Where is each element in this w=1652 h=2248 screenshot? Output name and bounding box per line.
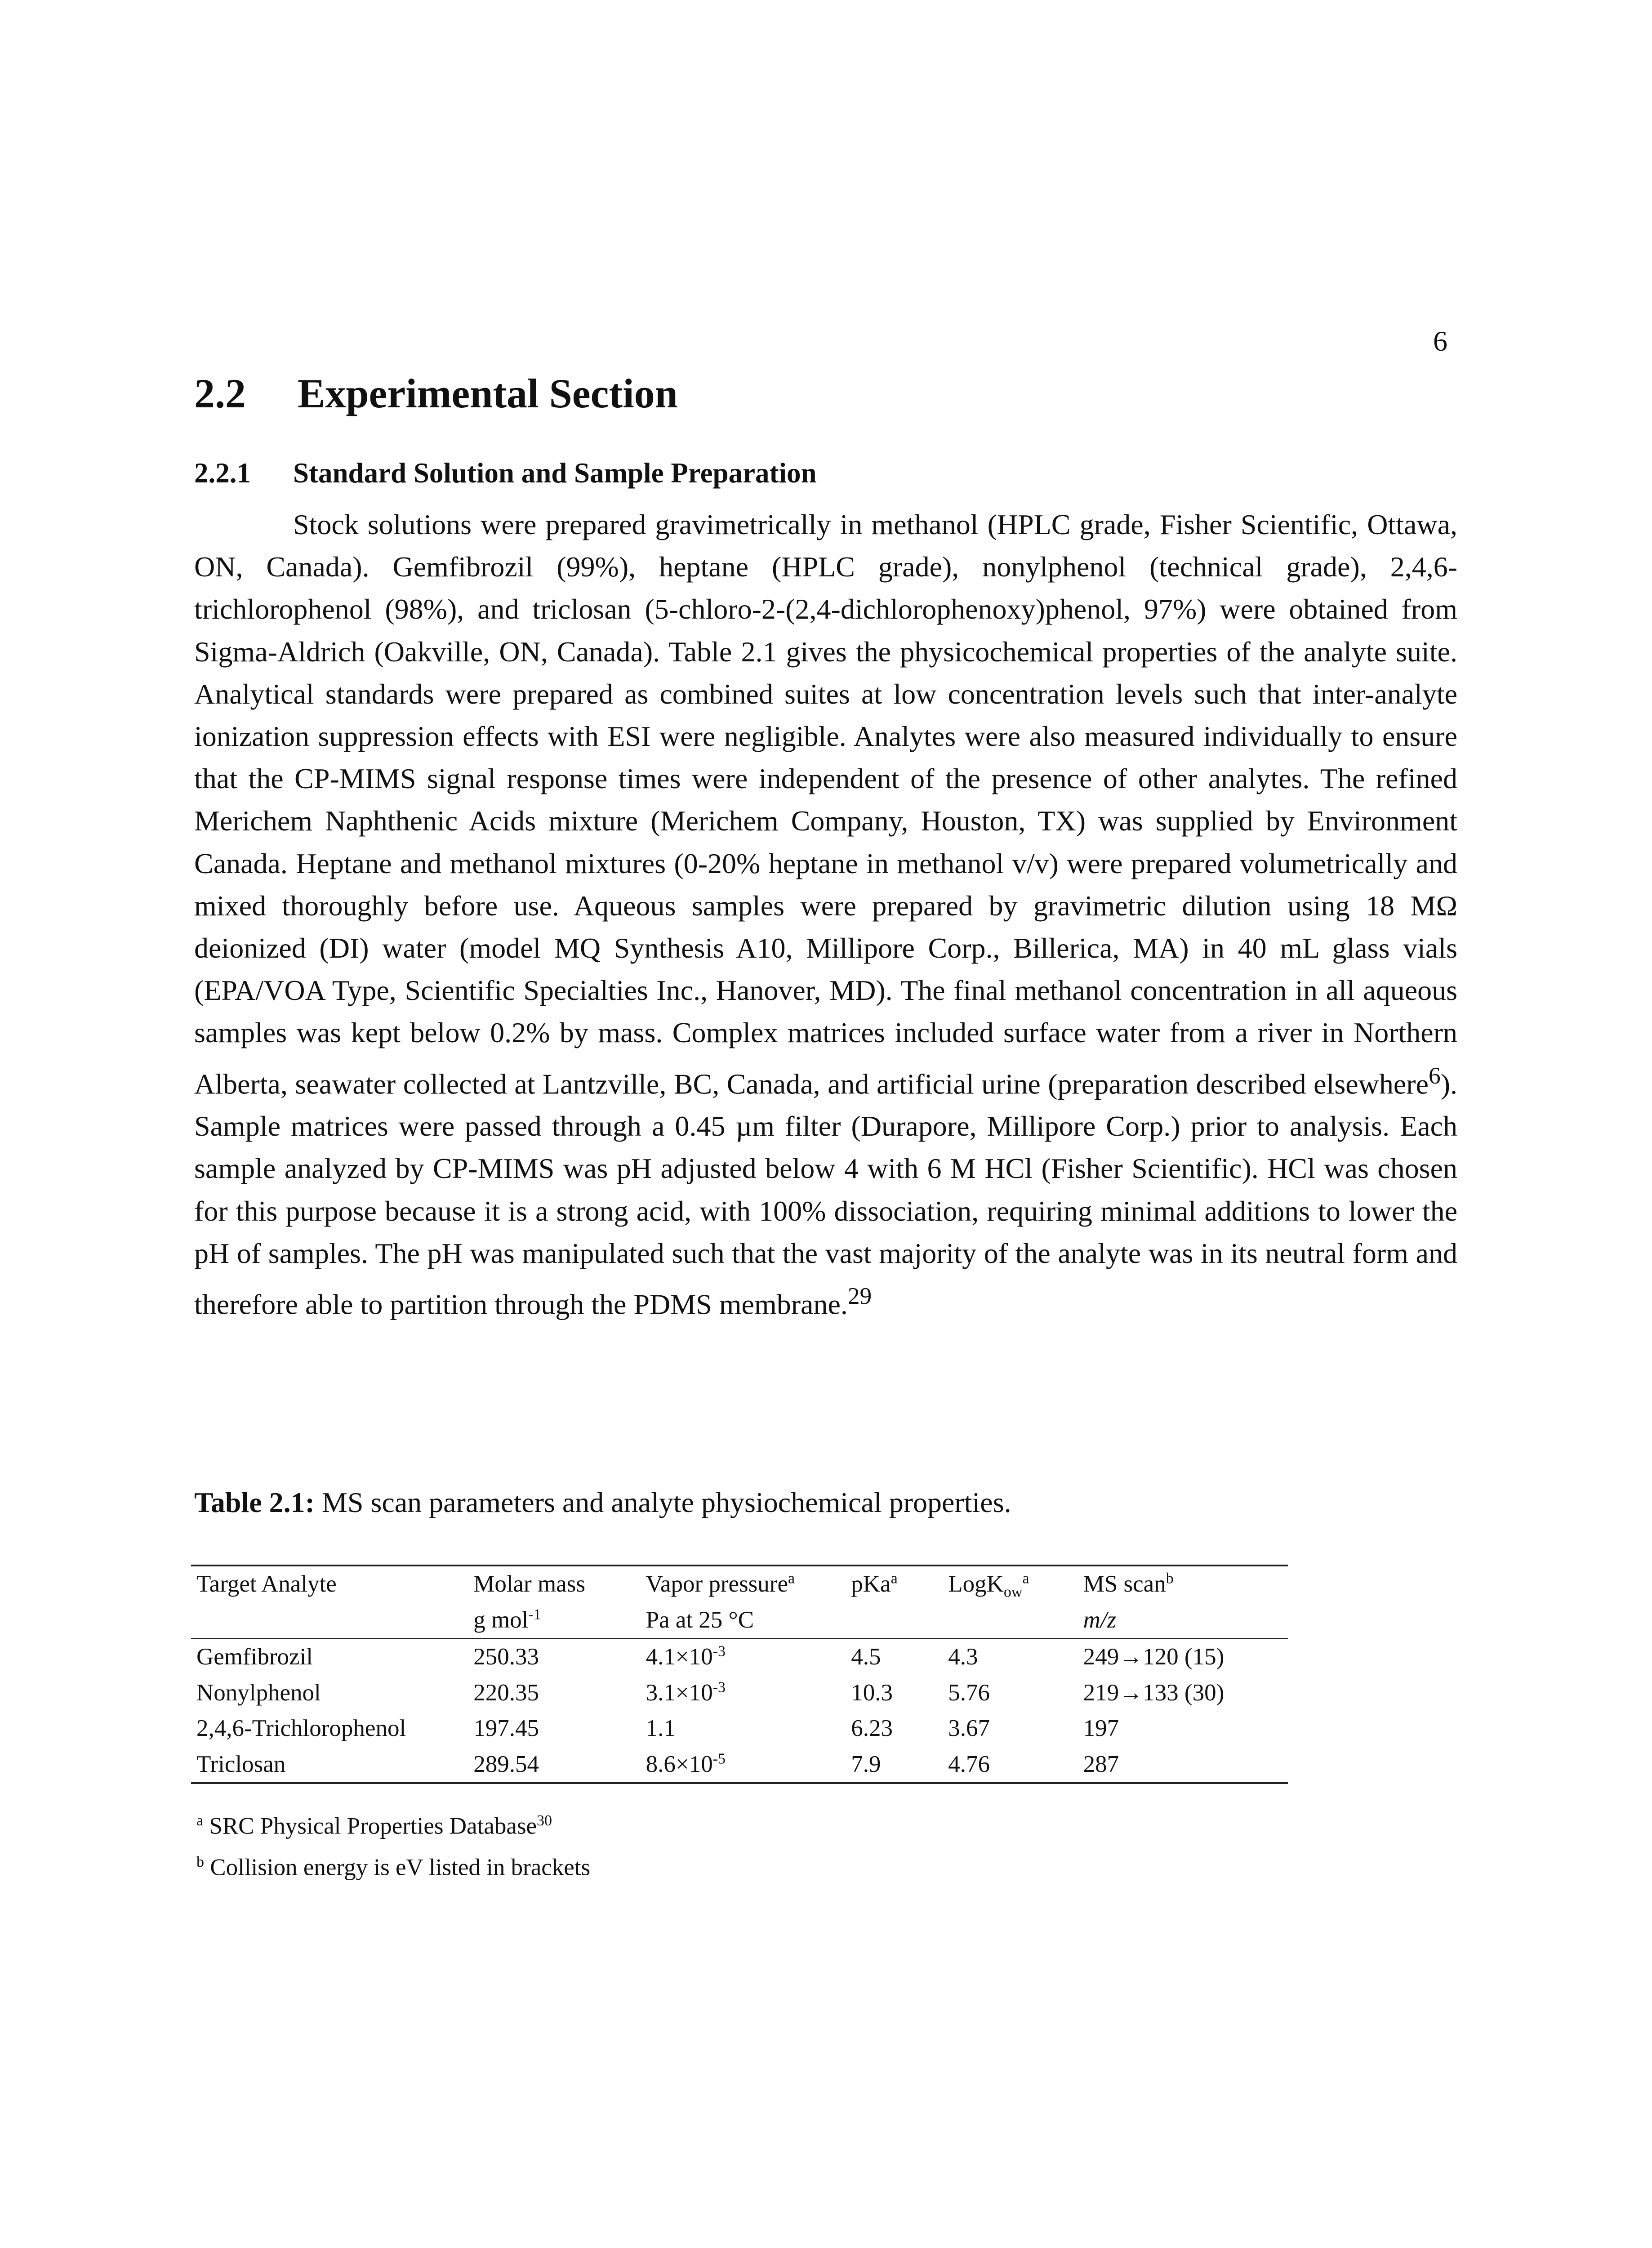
cell-logkow: 4.3 (948, 1644, 978, 1670)
vapor-pressure-base: 1.1 (646, 1715, 676, 1741)
cell-logkow: 4.76 (948, 1751, 990, 1777)
header-logk-subscript: ow (1003, 1583, 1023, 1601)
cell-vapor-pressure (641, 1675, 846, 1711)
molar-mass-unit: g mol (473, 1606, 529, 1633)
subsection-heading (194, 456, 817, 491)
cell-vapor-pressure (641, 1711, 846, 1747)
cell-analyte: Nonylphenol (196, 1679, 321, 1706)
cell-vapor-pressure (641, 1639, 846, 1675)
cell-pka: 4.5 (851, 1644, 881, 1670)
cell-logkow: 3.67 (948, 1715, 990, 1741)
cell-molar-mass: 197.45 (473, 1715, 539, 1741)
footnote-mark-a: a (788, 1570, 795, 1587)
citation-29: 29 (847, 1282, 872, 1309)
vapor-pressure-base: 4.1×10 (646, 1644, 713, 1670)
table-row (191, 1747, 1288, 1784)
section-title: Experimental Section (298, 370, 678, 416)
cell-pka: 10.3 (851, 1679, 893, 1706)
body-paragraph (194, 504, 1457, 1326)
footnote-b (196, 1844, 590, 1886)
header-ms-scan-label: MS scan (1083, 1571, 1166, 1597)
cell-ms-scan: 219→133 (30) (1083, 1679, 1225, 1706)
header-ms-scan-unit: m/z (1083, 1606, 1117, 1633)
header-vapor-pressure-unit: Pa at 25 °C (646, 1606, 754, 1633)
table-caption-label: Table 2.1: (194, 1486, 315, 1518)
header-molar-mass: Molar mass (473, 1571, 585, 1597)
vapor-pressure-exponent: -5 (712, 1750, 726, 1767)
section-number: 2.2 (194, 370, 246, 416)
vapor-pressure-base: 3.1×10 (646, 1679, 713, 1706)
footnote-a-mark: a (196, 1812, 204, 1829)
paragraph-text-part1: Stock solutions were prepared gravimetrically in methanol (HPLC grade, Fisher Scientific, Ottawa, ON, Canada). Gemfibrozil (99%), heptane (HPLC grade), nonylphenol (technical grade), 2,4,6-trichlorophenol (98%), and triclosan (5-chloro-2-(2,4-dichlorophenoxy)phenol, 97%) were obtained from Sigma-Aldrich (Oakville, ON, Canada). Table 2.1 gives the physicochemical properties of the analyte suite. Analytical standards were prepared as combined suites at low concentration levels such that inter-analyte ionization suppression effects with ESI were negligible. Analytes were also measured individually to ensure that the CP-MIMS signal response times were independent of the presence of other analytes. The refined Merichem Naphthenic Acids mixture (Merichem Company, Houston, TX) was supplied by Environment Canada. Heptane and methanol mixtures (0-20% heptane in methanol v/v) were prepared volumetrically and mixed thoroughly before use. Aqueous samples were prepared by gravimetric dilution using 18 MΩ deionized (DI) water (model MQ Synthesis A10, Millipore Corp., Billerica, MA) in 40 mL glass vials (EPA/VOA Type, Scientific Specialties Inc., Hanover, MD). The final methanol concentration in all aqueous samples was kept below 0.2% by mass. Complex matrices included surface water from a river in Northern Alberta, seawater collected at Lantzville, BC, Canada, and artificial urine (preparation described elsewhere (194, 508, 1457, 1100)
footnote-mark-b: b (1166, 1570, 1174, 1587)
vapor-pressure-exponent: -3 (712, 1643, 726, 1660)
cell-molar-mass: 220.35 (473, 1679, 539, 1706)
table-row (191, 1711, 1288, 1747)
cell-molar-mass: 289.54 (473, 1751, 539, 1777)
header-target-analyte: Target Analyte (196, 1571, 337, 1597)
table-row (191, 1639, 1288, 1675)
header-pka (846, 1566, 943, 1602)
cell-pka: 7.9 (851, 1751, 881, 1777)
footnote-mark-a: a (1022, 1570, 1029, 1587)
table-header-units-row (191, 1602, 1288, 1639)
header-units-empty (943, 1602, 1078, 1639)
analyte-properties-table (191, 1565, 1288, 1784)
citation-6: 6 (1429, 1062, 1441, 1089)
header-ms-scan (1078, 1566, 1288, 1602)
cell-molar-mass: 250.33 (473, 1644, 539, 1670)
cell-ms-scan: 287 (1083, 1751, 1119, 1777)
page-number: 6 (1433, 325, 1447, 357)
table-row (191, 1675, 1288, 1711)
header-units-empty (846, 1602, 943, 1639)
footnote-a-text: SRC Physical Properties Database (203, 1813, 537, 1839)
cell-analyte: Gemfibrozil (196, 1644, 313, 1670)
header-vapor-pressure-label: Vapor pressure (646, 1571, 788, 1597)
header-molar-mass-unit (468, 1602, 640, 1639)
cell-analyte: 2,4,6-Trichlorophenol (196, 1715, 406, 1741)
table-header-row (191, 1566, 1288, 1602)
vapor-pressure-exponent: -3 (712, 1678, 726, 1695)
header-vapor-pressure (641, 1566, 846, 1602)
vapor-pressure-base: 8.6×10 (646, 1751, 713, 1777)
subsection-number: 2.2.1 (194, 457, 251, 489)
footnote-b-text: Collision energy is eV listed in brackets (204, 1854, 591, 1881)
paragraph-text-part2: ). Sample matrices were passed through a 0.45 µm filter (Durapore, Millipore Corp.) prior to analysis. Each sample analyzed by CP-MIMS was pH adjusted below 4 with 6 M HCl (Fisher Scientific). HCl was chosen for this purpose because it is a strong acid, with 100% dissociation, requiring minimal additions to lower the pH of samples. The pH was manipulated such that the vast majority of the analyte was in its neutral form and therefore able to partition through the PDMS membrane. (194, 1067, 1457, 1320)
cell-vapor-pressure (641, 1747, 846, 1784)
cell-pka: 6.23 (851, 1715, 893, 1741)
header-units-empty (191, 1602, 468, 1639)
cell-analyte: Triclosan (196, 1751, 286, 1777)
table-caption-text: MS scan parameters and analyte physiochemical properties. (314, 1486, 1011, 1518)
cell-ms-scan: 249→120 (15) (1083, 1644, 1225, 1670)
section-heading (194, 369, 678, 418)
table-footnotes (196, 1803, 590, 1885)
header-logk-label: LogK (948, 1571, 1004, 1597)
subsection-title: Standard Solution and Sample Preparation (293, 457, 817, 489)
header-pka-label: pKa (851, 1571, 891, 1597)
footnote-b-mark: b (196, 1853, 204, 1870)
header-logkow (943, 1566, 1078, 1602)
footnote-a (196, 1803, 590, 1844)
citation-30: 30 (537, 1812, 552, 1829)
cell-ms-scan: 197 (1083, 1715, 1119, 1741)
table-caption (194, 1484, 1011, 1521)
footnote-mark-a: a (891, 1570, 898, 1587)
molar-mass-unit-exponent: -1 (528, 1606, 541, 1623)
cell-logkow: 5.76 (948, 1679, 990, 1706)
